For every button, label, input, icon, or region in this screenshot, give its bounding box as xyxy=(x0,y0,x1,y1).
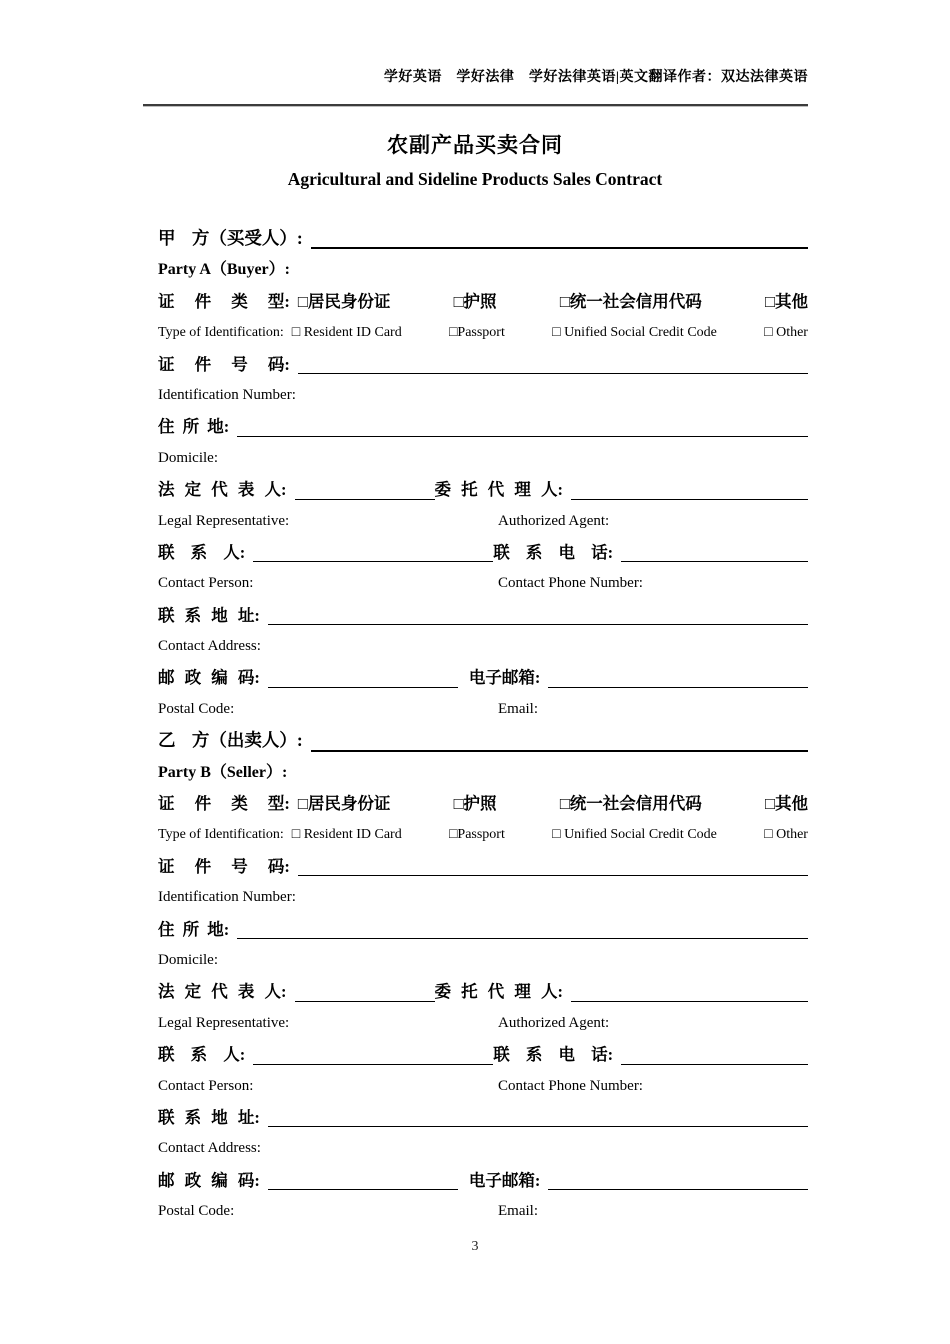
party-a-address-label-en: Contact Address: xyxy=(158,638,261,655)
party-a-idnumber-blank[interactable] xyxy=(298,349,808,380)
party-b-name-label-en: Party B（Seller）: xyxy=(158,763,288,781)
party-b-domicile-label-cn: 住 所 地: xyxy=(158,919,230,939)
party-b-phone-label-en: Contact Phone Number: xyxy=(498,1077,643,1094)
party-a-postal-blank[interactable] xyxy=(268,662,458,693)
party-a-phone-label-cn: 联 系 电 话: xyxy=(493,542,614,562)
party-b-checkbox-uscc-en[interactable]: □ Unified Social Credit Code xyxy=(552,827,717,843)
party-b-legalrep-row-cn xyxy=(158,976,808,1007)
party-b-idtype-row-en xyxy=(158,819,808,850)
party-a-contact-row-en xyxy=(158,568,808,599)
party-a-postal-label-cn: 邮 政 编 码: xyxy=(158,668,260,688)
party-a-idtype-label-cn: 证 件 类 型: xyxy=(158,291,290,311)
party-b-domicile-row-en xyxy=(158,945,808,976)
party-b-address-row-en xyxy=(158,1133,808,1164)
party-a-postal-row-en xyxy=(158,694,808,725)
party-a-checkbox-passport-cn[interactable]: □护照 xyxy=(453,291,497,311)
contract-body xyxy=(158,223,808,1228)
party-b-email-label-en: Email: xyxy=(498,1203,538,1220)
party-a-contact-label-en: Contact Person: xyxy=(158,575,254,592)
party-b-legalrep-label-cn: 法 定 代 表 人: xyxy=(158,982,287,1002)
party-a-checkbox-other-cn[interactable]: □其他 xyxy=(765,291,808,311)
party-a-address-blank[interactable] xyxy=(268,600,808,631)
party-b-address-row-cn xyxy=(158,1102,808,1133)
party-b-name-row xyxy=(158,725,808,756)
party-b-idtype-row-cn xyxy=(158,788,808,819)
party-b-domicile-label-en: Domicile: xyxy=(158,951,218,968)
party-a-domicile-label-en: Domicile: xyxy=(158,449,218,466)
party-a-legalrep-label-cn: 法 定 代 表 人: xyxy=(158,480,287,500)
party-b-checkbox-uscc-cn[interactable]: □统一社会信用代码 xyxy=(559,794,702,814)
party-b-checkbox-other-en[interactable]: □ Other xyxy=(764,827,808,843)
party-a-contact-blank[interactable] xyxy=(253,537,493,568)
party-a-agent-label-cn: 委 托 代 理 人: xyxy=(434,480,563,500)
party-a-legalrep-label-en: Legal Representative: xyxy=(158,512,290,529)
party-a-idnumber-label-en: Identification Number: xyxy=(158,386,296,403)
party-b-email-blank[interactable] xyxy=(548,1165,808,1196)
party-a-address-row-cn xyxy=(158,600,808,631)
party-b-postal-row-en xyxy=(158,1196,808,1227)
party-b-agent-label-cn: 委 托 代 理 人: xyxy=(434,982,563,1002)
party-a-idtype-options-en xyxy=(292,317,808,348)
party-a-contact-row-cn xyxy=(158,537,808,568)
party-b-legalrep-label-en: Legal Representative: xyxy=(158,1014,290,1031)
party-a-name-row-en xyxy=(158,254,808,285)
page-number: 3 xyxy=(471,1239,479,1254)
party-b-address-label-en: Contact Address: xyxy=(158,1140,261,1157)
header-credit-line: 学好英语 学好法律 学好法律英语|英文翻译作者：双达法律英语 xyxy=(383,70,808,85)
party-a-checkbox-uscc-en[interactable]: □ Unified Social Credit Code xyxy=(552,325,717,341)
party-a-address-label-cn: 联 系 地 址: xyxy=(158,605,260,625)
party-b-domicile-row-cn xyxy=(158,914,808,945)
party-a-email-label-en: Email: xyxy=(498,700,538,717)
party-b-checkbox-passport-en[interactable]: □Passport xyxy=(448,827,505,843)
party-a-checkbox-other-en[interactable]: □ Other xyxy=(764,325,808,341)
party-b-name-row-en xyxy=(158,757,808,788)
party-b-idtype-options-cn xyxy=(298,788,808,819)
party-b-email-label-cn: 电子邮箱: xyxy=(468,1170,541,1190)
party-b-legalrep-blank[interactable] xyxy=(295,976,435,1007)
party-b-name-label-cn: 乙 方（出卖人）: xyxy=(158,730,303,751)
party-a-checkbox-uscc-cn[interactable]: □统一社会信用代码 xyxy=(559,291,702,311)
party-b-idnumber-row-cn xyxy=(158,851,808,882)
party-a-idtype-row-en xyxy=(158,317,808,348)
party-a-checkbox-passport-en[interactable]: □Passport xyxy=(448,325,505,341)
party-b-postal-label-en: Postal Code: xyxy=(158,1203,235,1220)
party-b-phone-blank[interactable] xyxy=(621,1039,808,1070)
party-a-idtype-row-cn xyxy=(158,286,808,317)
party-a-idtype-label-en: Type of Identification: xyxy=(158,325,284,341)
party-b-legalrep-row-en xyxy=(158,1008,808,1039)
party-b-idnumber-row-en xyxy=(158,882,808,913)
party-b-agent-blank[interactable] xyxy=(571,976,808,1007)
party-a-idnumber-label-cn: 证 件 号 码: xyxy=(158,354,290,374)
party-b-checkbox-resident-id-en[interactable]: □ Resident ID Card xyxy=(291,827,402,843)
party-b-domicile-blank[interactable] xyxy=(237,914,808,945)
party-a-checkbox-resident-id-en[interactable]: □ Resident ID Card xyxy=(291,325,402,341)
party-a-phone-blank[interactable] xyxy=(621,537,808,568)
party-a-email-blank[interactable] xyxy=(548,662,808,693)
party-a-domicile-row-en xyxy=(158,443,808,474)
party-a-name-label-en: Party A（Buyer）: xyxy=(158,261,290,279)
header-divider-rule xyxy=(143,104,808,107)
party-a-idnumber-row-cn xyxy=(158,349,808,380)
party-b-contact-row-cn xyxy=(158,1039,808,1070)
party-b-postal-blank[interactable] xyxy=(268,1165,458,1196)
party-a-idnumber-row-en xyxy=(158,380,808,411)
party-b-checkbox-other-cn[interactable]: □其他 xyxy=(765,794,808,814)
party-a-name-blank[interactable] xyxy=(311,223,808,254)
party-b-agent-label-en: Authorized Agent: xyxy=(498,1014,610,1031)
party-a-phone-label-en: Contact Phone Number: xyxy=(498,575,643,592)
party-a-checkbox-resident-id-cn[interactable]: □居民身份证 xyxy=(297,291,391,311)
contract-title-cn: 农副产品买卖合同 xyxy=(387,133,563,157)
party-b-section xyxy=(158,725,808,1227)
party-a-address-row-en xyxy=(158,631,808,662)
party-a-name-label-cn: 甲 方（买受人）: xyxy=(158,228,303,248)
party-b-idtype-label-cn: 证 件 类 型: xyxy=(158,794,290,814)
contract-title-en: Agricultural and Sideline Products Sales Contract xyxy=(287,169,663,189)
party-b-contact-label-cn: 联 系 人: xyxy=(158,1045,246,1065)
party-b-checkbox-passport-cn[interactable]: □护照 xyxy=(453,794,497,814)
party-a-contact-label-cn: 联 系 人: xyxy=(158,542,246,562)
party-a-idtype-options-cn xyxy=(298,286,808,317)
party-a-postal-row-cn xyxy=(158,662,808,693)
party-a-legalrep-row-cn xyxy=(158,474,808,505)
party-a-domicile-label-cn: 住 所 地: xyxy=(158,417,230,437)
party-b-name-blank[interactable] xyxy=(311,725,808,756)
party-a-name-row xyxy=(158,223,808,254)
party-a-domicile-row-cn xyxy=(158,411,808,442)
party-a-postal-label-en: Postal Code: xyxy=(158,700,235,717)
party-b-idtype-options-en xyxy=(292,819,808,850)
party-b-idtype-label-en: Type of Identification: xyxy=(158,827,284,843)
party-b-idnumber-blank[interactable] xyxy=(298,851,808,882)
party-b-address-label-cn: 联 系 地 址: xyxy=(158,1107,260,1127)
party-b-postal-row-cn xyxy=(158,1165,808,1196)
party-b-address-blank[interactable] xyxy=(268,1102,808,1133)
party-b-idnumber-label-cn: 证 件 号 码: xyxy=(158,856,290,876)
party-b-phone-label-cn: 联 系 电 话: xyxy=(493,1045,614,1065)
party-a-legalrep-blank[interactable] xyxy=(295,474,435,505)
party-a-agent-label-en: Authorized Agent: xyxy=(498,512,610,529)
party-b-contact-row-en xyxy=(158,1071,808,1102)
party-a-email-label-cn: 电子邮箱: xyxy=(468,668,541,688)
party-b-postal-label-cn: 邮 政 编 码: xyxy=(158,1170,260,1190)
party-a-agent-blank[interactable] xyxy=(571,474,808,505)
party-a-domicile-blank[interactable] xyxy=(237,411,808,442)
party-a-section xyxy=(158,223,808,725)
party-a-legalrep-row-en xyxy=(158,506,808,537)
party-b-contact-label-en: Contact Person: xyxy=(158,1077,254,1094)
party-b-contact-blank[interactable] xyxy=(253,1039,493,1070)
party-b-checkbox-resident-id-cn[interactable]: □居民身份证 xyxy=(297,794,391,814)
party-b-idnumber-label-en: Identification Number: xyxy=(158,889,296,906)
